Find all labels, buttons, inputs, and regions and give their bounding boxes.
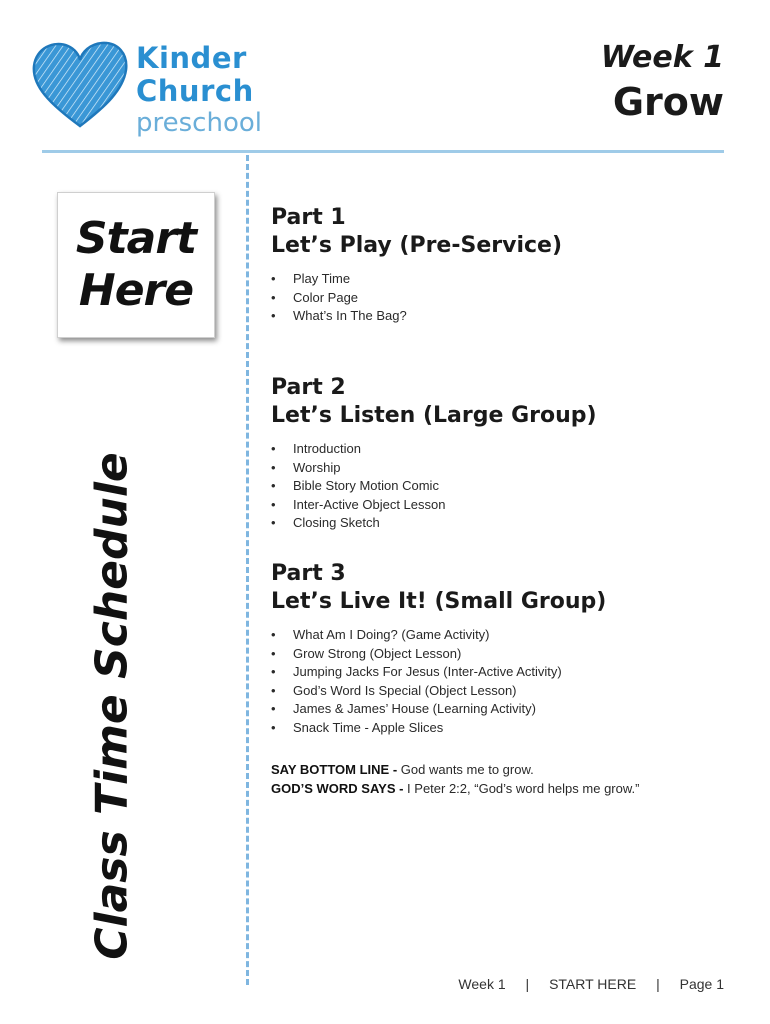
part-number: Part 1 (271, 205, 346, 230)
list-item: • Jumping Jacks For Jesus (Inter-Active Activity) (271, 663, 731, 682)
list-item: • What Am I Doing? (Game Activity) (271, 626, 731, 645)
part-items (271, 270, 731, 326)
side-title: Class Time Schedule (86, 452, 138, 960)
list-item: • Closing Sketch (271, 514, 731, 533)
part-name: Let’s Play (Pre-Service) (271, 233, 562, 258)
list-item: • Snack Time - Apple Slices (271, 719, 731, 738)
gods-word-label: GOD’S WORD SAYS - (271, 780, 408, 796)
list-item: • James & James’ House (Learning Activity) (271, 700, 731, 719)
list-item: • Introduction (271, 440, 731, 459)
part-section (271, 560, 731, 738)
part-number: Part 3 (271, 561, 346, 586)
vertical-dashed-divider (246, 155, 249, 985)
footer-separator: | (525, 976, 530, 992)
page-title: Grow (612, 80, 724, 124)
list-item: • Play Time (271, 270, 731, 289)
schedule-content (271, 204, 731, 798)
gods-word (271, 779, 731, 798)
list-item: • Inter-Active Object Lesson (271, 496, 731, 515)
part-section (271, 374, 731, 538)
footer-separator: | (656, 976, 660, 992)
gods-word-text: I Peter 2:2, “God’s word helps me grow.” (407, 780, 640, 796)
bottom-line-text: God wants me to grow. (400, 761, 534, 777)
logo-text-church: Church (136, 74, 254, 108)
list-item: • Worship (271, 459, 731, 478)
bottom-line (271, 760, 731, 779)
list-item: • Color Page (271, 289, 731, 308)
header-divider (42, 150, 724, 153)
start-here-line2: Here (78, 265, 194, 316)
footer-page: Page 1 (679, 976, 724, 992)
start-here-line1: Start (75, 213, 197, 264)
logo-text-preschool: preschool (136, 108, 262, 138)
part-name: Let’s Live It! (Small Group) (271, 589, 607, 614)
list-item: • Grow Strong (Object Lesson) (271, 645, 731, 664)
part-number: Part 2 (271, 375, 346, 400)
list-item: • God’s Word Is Special (Object Lesson) (271, 682, 731, 701)
list-item: • What’s In The Bag? (271, 307, 731, 326)
part-name: Let’s Listen (Large Group) (271, 403, 597, 428)
footer-week: Week 1 (458, 976, 506, 992)
heart-icon (30, 40, 130, 130)
logo-text-kinder: Kinder (136, 41, 247, 75)
part-items (271, 626, 731, 738)
week-label: Week 1 (600, 40, 724, 75)
footer-section: START HERE (549, 976, 637, 992)
list-item: • Bible Story Motion Comic (271, 477, 731, 496)
page-footer (458, 976, 724, 992)
start-here-box (57, 192, 215, 338)
part-items (271, 440, 731, 533)
part-section (271, 204, 731, 352)
bottom-line-label: SAY BOTTOM LINE - (271, 761, 401, 777)
kinder-church-logo (30, 40, 262, 150)
